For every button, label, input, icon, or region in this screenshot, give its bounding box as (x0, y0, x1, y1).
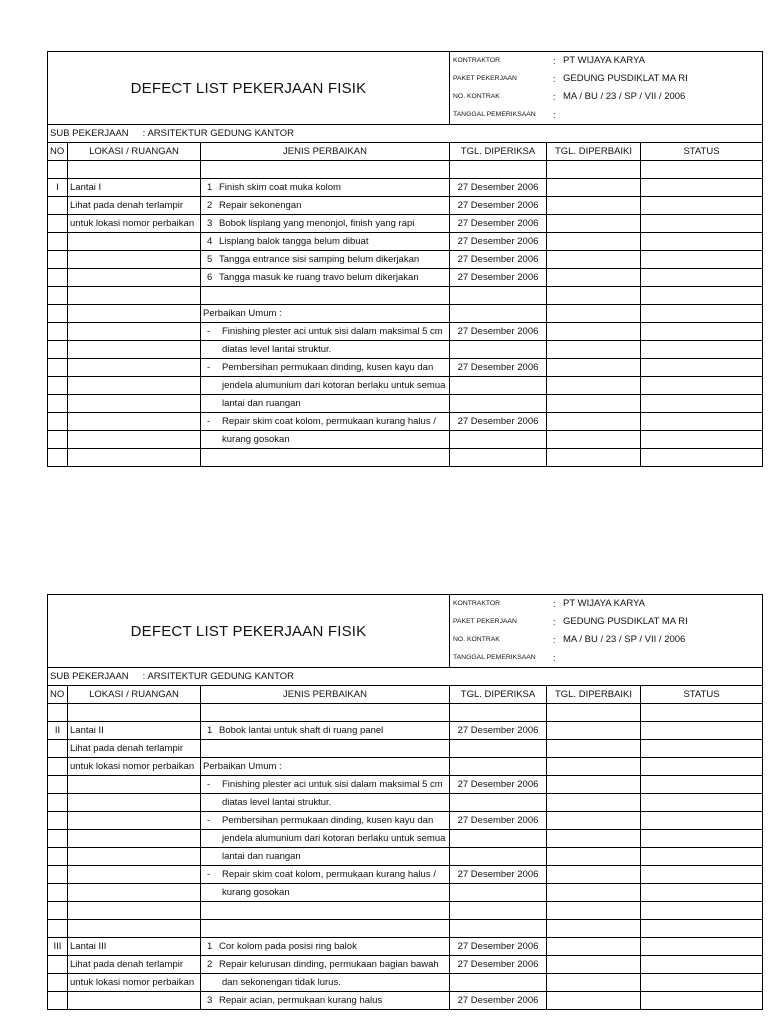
repair-description-cont: jendela alumunium dari kotoran berlaku untuk semua (201, 830, 450, 848)
meta-row (450, 631, 762, 649)
date-inspected: 27 Desember 2006 (450, 938, 547, 956)
repair-description-cont: kurang gosokan (201, 431, 450, 449)
date-repaired (547, 920, 641, 938)
row-number: I (48, 179, 68, 197)
repair-description-cont: diatas level lantai struktur. (201, 341, 450, 359)
repair-description (201, 161, 450, 179)
date-inspected: 27 Desember 2006 (450, 413, 547, 431)
status-cell (641, 179, 763, 197)
sub-pekerjaan-separator: : (142, 128, 146, 139)
row-number (48, 251, 68, 269)
status-cell (641, 848, 763, 866)
date-repaired (547, 866, 641, 884)
meta-label: KONTRAKTOR (453, 57, 501, 64)
row-number (48, 161, 68, 179)
date-inspected (450, 395, 547, 413)
date-inspected (450, 758, 547, 776)
date-inspected (450, 830, 547, 848)
table-row (48, 377, 763, 395)
meta-label: NO. KONTRAK (453, 93, 500, 100)
column-header-row (48, 686, 763, 704)
meta-value: GEDUNG PUSDIKLAT MA RI (563, 616, 688, 627)
repair-description (201, 740, 450, 758)
date-inspected (450, 377, 547, 395)
sub-pekerjaan-value: ARSITEKTUR GEDUNG KANTOR (147, 128, 295, 139)
date-repaired (547, 215, 641, 233)
row-location: Lantai III (68, 938, 201, 956)
column-header-no: NO (48, 143, 68, 161)
meta-row (450, 106, 762, 124)
date-inspected (450, 920, 547, 938)
status-cell (641, 215, 763, 233)
meta-row (450, 649, 762, 667)
row-location (68, 323, 201, 341)
repair-description (201, 704, 450, 722)
row-number (48, 704, 68, 722)
status-cell (641, 197, 763, 215)
date-repaired (547, 938, 641, 956)
row-number (48, 830, 68, 848)
repair-description-cont: lantai dan ruangan (201, 395, 450, 413)
status-cell (641, 776, 763, 794)
repair-description: Perbaikan Umum : (201, 305, 450, 323)
row-location (68, 704, 201, 722)
table-row (48, 179, 763, 197)
date-repaired (547, 740, 641, 758)
date-repaired (547, 413, 641, 431)
row-number (48, 431, 68, 449)
date-inspected: 27 Desember 2006 (450, 812, 547, 830)
table-row (48, 866, 763, 884)
row-location: untuk lokasi nomor perbaikan (68, 215, 201, 233)
date-inspected: 27 Desember 2006 (450, 866, 547, 884)
repair-description-cont: kurang gosokan (201, 884, 450, 902)
repair-description-cont: dan sekonengan tidak lurus. (201, 974, 450, 992)
meta-value: GEDUNG PUSDIKLAT MA RI (563, 73, 688, 84)
contract-info (450, 595, 763, 668)
date-repaired (547, 395, 641, 413)
row-location (68, 902, 201, 920)
column-header-jenis: JENIS PERBAIKAN (201, 143, 450, 161)
date-inspected: 27 Desember 2006 (450, 722, 547, 740)
status-cell (641, 830, 763, 848)
status-cell (641, 812, 763, 830)
date-repaired (547, 305, 641, 323)
row-number (48, 197, 68, 215)
date-repaired (547, 179, 641, 197)
row-number (48, 740, 68, 758)
meta-value: MA / BU / 23 / SP / VII / 2006 (563, 634, 686, 645)
row-number (48, 377, 68, 395)
table-row (48, 431, 763, 449)
defect-table (47, 51, 763, 467)
column-header-row (48, 143, 763, 161)
date-repaired (547, 812, 641, 830)
date-repaired (547, 992, 641, 1010)
row-number (48, 449, 68, 467)
meta-separator: : (553, 110, 556, 120)
row-number (48, 233, 68, 251)
column-header-no: NO (48, 686, 68, 704)
row-location (68, 830, 201, 848)
table-row (48, 992, 763, 1010)
defect-list-sheet-2 (47, 594, 762, 1010)
status-cell (641, 956, 763, 974)
status-cell (641, 902, 763, 920)
meta-row (450, 613, 762, 631)
status-cell (641, 974, 763, 992)
status-cell (641, 431, 763, 449)
row-location: Lihat pada denah terlampir (68, 740, 201, 758)
status-cell (641, 449, 763, 467)
table-row (48, 920, 763, 938)
table-row (48, 449, 763, 467)
meta-row (450, 70, 762, 88)
row-location (68, 449, 201, 467)
date-inspected (450, 884, 547, 902)
meta-separator: : (553, 635, 556, 645)
status-cell (641, 269, 763, 287)
date-repaired (547, 287, 641, 305)
row-number (48, 884, 68, 902)
repair-description: 2 Repair sekonengan (201, 197, 450, 215)
repair-description: 6 Tangga masuk ke ruang travo belum dikerjakan (201, 269, 450, 287)
row-number (48, 992, 68, 1010)
status-cell (641, 704, 763, 722)
row-location: Lihat pada denah terlampir (68, 956, 201, 974)
document-title: DEFECT LIST PEKERJAAN FISIK (48, 595, 450, 668)
table-row (48, 794, 763, 812)
date-repaired (547, 197, 641, 215)
repair-description-cont: jendela alumunium dari kotoran berlaku untuk semua (201, 377, 450, 395)
status-cell (641, 377, 763, 395)
row-location (68, 920, 201, 938)
table-row (48, 287, 763, 305)
row-location (68, 431, 201, 449)
date-inspected (450, 161, 547, 179)
meta-row (450, 88, 762, 106)
row-location (68, 812, 201, 830)
table-row (48, 848, 763, 866)
meta-value: PT WIJAYA KARYA (563, 598, 646, 609)
row-number (48, 395, 68, 413)
date-repaired (547, 884, 641, 902)
row-location (68, 884, 201, 902)
date-repaired (547, 359, 641, 377)
meta-separator: : (553, 92, 556, 102)
row-location (68, 776, 201, 794)
row-number (48, 269, 68, 287)
row-number (48, 323, 68, 341)
repair-description (201, 287, 450, 305)
row-number (48, 866, 68, 884)
status-cell (641, 920, 763, 938)
defect-list-sheet-1 (47, 51, 762, 467)
repair-description: 4 Lisplang balok tangga belum dibuat (201, 233, 450, 251)
date-inspected (450, 902, 547, 920)
status-cell (641, 305, 763, 323)
table-row (48, 269, 763, 287)
sub-pekerjaan-label: SUB PEKERJAAN (50, 128, 129, 139)
repair-description (201, 920, 450, 938)
column-header-tgl-diperiksa: TGL. DIPERIKSA (450, 686, 547, 704)
repair-description: 2 Repair kelurusan dinding, permukaan bagian bawah (201, 956, 450, 974)
row-location (68, 377, 201, 395)
status-cell (641, 287, 763, 305)
repair-description: - Finishing plester aci untuk sisi dalam maksimal 5 cm (201, 323, 450, 341)
date-inspected (450, 704, 547, 722)
row-location (68, 848, 201, 866)
row-number (48, 794, 68, 812)
date-inspected: 27 Desember 2006 (450, 215, 547, 233)
row-number (48, 413, 68, 431)
status-cell (641, 251, 763, 269)
status-cell (641, 161, 763, 179)
date-inspected (450, 974, 547, 992)
status-cell (641, 395, 763, 413)
date-repaired (547, 974, 641, 992)
meta-value: PT WIJAYA KARYA (563, 55, 646, 66)
date-repaired (547, 377, 641, 395)
row-location (68, 341, 201, 359)
status-cell (641, 938, 763, 956)
row-location (68, 359, 201, 377)
table-row (48, 974, 763, 992)
row-location: Lantai I (68, 179, 201, 197)
date-repaired (547, 449, 641, 467)
table-row (48, 215, 763, 233)
status-cell (641, 794, 763, 812)
repair-description (201, 449, 450, 467)
table-row (48, 956, 763, 974)
column-header-tgl-diperbaiki: TGL. DIPERBAIKI (547, 686, 641, 704)
date-repaired (547, 848, 641, 866)
repair-description: - Pembersihan permukaan dinding, kusen kayu dan (201, 812, 450, 830)
date-repaired (547, 161, 641, 179)
table-row (48, 233, 763, 251)
date-inspected: 27 Desember 2006 (450, 776, 547, 794)
repair-description: - Finishing plester aci untuk sisi dalam maksimal 5 cm (201, 776, 450, 794)
row-location (68, 305, 201, 323)
repair-description: 3 Bobok lisplang yang menonjol, finish yang rapi (201, 215, 450, 233)
date-repaired (547, 956, 641, 974)
date-inspected (450, 341, 547, 359)
meta-separator: : (553, 653, 556, 663)
date-inspected (450, 449, 547, 467)
date-inspected (450, 794, 547, 812)
row-location (68, 413, 201, 431)
row-number (48, 956, 68, 974)
date-inspected (450, 848, 547, 866)
row-number: II (48, 722, 68, 740)
row-number (48, 974, 68, 992)
repair-description-cont: diatas level lantai struktur. (201, 794, 450, 812)
repair-description: Perbaikan Umum : (201, 758, 450, 776)
table-row (48, 704, 763, 722)
meta-row (450, 595, 762, 613)
row-number (48, 920, 68, 938)
row-number (48, 902, 68, 920)
table-row (48, 830, 763, 848)
table-row (48, 395, 763, 413)
column-header-lokasi: LOKASI / RUANGAN (68, 143, 201, 161)
repair-description: 5 Tangga entrance sisi samping belum dikerjakan (201, 251, 450, 269)
status-cell (641, 992, 763, 1010)
date-inspected: 27 Desember 2006 (450, 251, 547, 269)
row-location (68, 866, 201, 884)
repair-description: - Pembersihan permukaan dinding, kusen kayu dan (201, 359, 450, 377)
date-inspected (450, 305, 547, 323)
row-location: Lihat pada denah terlampir (68, 197, 201, 215)
status-cell (641, 740, 763, 758)
status-cell (641, 722, 763, 740)
row-number (48, 341, 68, 359)
repair-description: 3 Repair acian, permukaan kurang halus (201, 992, 450, 1010)
table-row (48, 740, 763, 758)
status-cell (641, 758, 763, 776)
status-cell (641, 866, 763, 884)
date-repaired (547, 794, 641, 812)
date-inspected: 27 Desember 2006 (450, 179, 547, 197)
date-repaired (547, 722, 641, 740)
meta-separator: : (553, 617, 556, 627)
table-row (48, 884, 763, 902)
repair-description: - Repair skim coat kolom, permukaan kurang halus / (201, 866, 450, 884)
repair-description: 1 Bobok lantai untuk shaft di ruang panel (201, 722, 450, 740)
repair-description: 1 Cor kolom pada posisi ring balok (201, 938, 450, 956)
date-repaired (547, 776, 641, 794)
date-repaired (547, 704, 641, 722)
date-repaired (547, 830, 641, 848)
status-cell (641, 884, 763, 902)
status-cell (641, 233, 763, 251)
meta-label: PAKET PEKERJAAN (453, 618, 517, 625)
meta-label: KONTRAKTOR (453, 600, 501, 607)
sub-pekerjaan-row (48, 668, 763, 686)
table-row (48, 197, 763, 215)
date-repaired (547, 758, 641, 776)
row-number (48, 812, 68, 830)
table-row (48, 359, 763, 377)
row-number (48, 287, 68, 305)
status-cell (641, 413, 763, 431)
table-row (48, 161, 763, 179)
column-header-jenis: JENIS PERBAIKAN (201, 686, 450, 704)
meta-label: NO. KONTRAK (453, 636, 500, 643)
contract-info (450, 52, 763, 125)
date-inspected: 27 Desember 2006 (450, 992, 547, 1010)
status-cell (641, 323, 763, 341)
meta-label: TANGGAL PEMERIKSAAN (453, 111, 536, 118)
table-row (48, 722, 763, 740)
date-repaired (547, 251, 641, 269)
row-number (48, 215, 68, 233)
row-location (68, 251, 201, 269)
table-row (48, 902, 763, 920)
row-location (68, 395, 201, 413)
status-cell (641, 359, 763, 377)
meta-separator: : (553, 599, 556, 609)
table-row (48, 812, 763, 830)
row-location: untuk lokasi nomor perbaikan (68, 758, 201, 776)
row-number (48, 305, 68, 323)
row-location: Lantai II (68, 722, 201, 740)
table-row (48, 758, 763, 776)
date-inspected: 27 Desember 2006 (450, 956, 547, 974)
date-repaired (547, 233, 641, 251)
date-repaired (547, 431, 641, 449)
repair-description: 1 Finish skim coat muka kolom (201, 179, 450, 197)
row-number: III (48, 938, 68, 956)
date-repaired (547, 269, 641, 287)
repair-description: - Repair skim coat kolom, permukaan kurang halus / (201, 413, 450, 431)
table-row (48, 305, 763, 323)
date-inspected (450, 431, 547, 449)
row-number (48, 758, 68, 776)
column-header-tgl-diperiksa: TGL. DIPERIKSA (450, 143, 547, 161)
meta-row (450, 52, 762, 70)
table-row (48, 776, 763, 794)
table-row (48, 938, 763, 956)
date-inspected: 27 Desember 2006 (450, 233, 547, 251)
status-cell (641, 341, 763, 359)
row-number (48, 359, 68, 377)
repair-description-cont: lantai dan ruangan (201, 848, 450, 866)
column-header-lokasi: LOKASI / RUANGAN (68, 686, 201, 704)
column-header-tgl-diperbaiki: TGL. DIPERBAIKI (547, 143, 641, 161)
table-row (48, 413, 763, 431)
column-header-status: STATUS (641, 686, 763, 704)
date-inspected: 27 Desember 2006 (450, 197, 547, 215)
row-location (68, 794, 201, 812)
date-inspected (450, 287, 547, 305)
defect-table (47, 594, 763, 1010)
table-row (48, 341, 763, 359)
meta-value: MA / BU / 23 / SP / VII / 2006 (563, 91, 686, 102)
row-number (48, 776, 68, 794)
row-number (48, 848, 68, 866)
meta-separator: : (553, 56, 556, 66)
row-location (68, 287, 201, 305)
document-title: DEFECT LIST PEKERJAAN FISIK (48, 52, 450, 125)
row-location: untuk lokasi nomor perbaikan (68, 974, 201, 992)
meta-separator: : (553, 74, 556, 84)
date-inspected: 27 Desember 2006 (450, 269, 547, 287)
sub-pekerjaan-row (48, 125, 763, 143)
date-repaired (547, 323, 641, 341)
date-inspected: 27 Desember 2006 (450, 323, 547, 341)
date-inspected: 27 Desember 2006 (450, 359, 547, 377)
column-header-status: STATUS (641, 143, 763, 161)
row-location (68, 233, 201, 251)
repair-description (201, 902, 450, 920)
table-row (48, 251, 763, 269)
meta-label: PAKET PEKERJAAN (453, 75, 517, 82)
sub-pekerjaan-label: SUB PEKERJAAN (50, 671, 129, 682)
meta-label: TANGGAL PEMERIKSAAN (453, 654, 536, 661)
row-location (68, 992, 201, 1010)
row-location (68, 269, 201, 287)
date-repaired (547, 902, 641, 920)
date-repaired (547, 341, 641, 359)
sub-pekerjaan-value: ARSITEKTUR GEDUNG KANTOR (147, 671, 295, 682)
sub-pekerjaan-separator: : (142, 671, 146, 682)
date-inspected (450, 740, 547, 758)
table-row (48, 323, 763, 341)
row-location (68, 161, 201, 179)
